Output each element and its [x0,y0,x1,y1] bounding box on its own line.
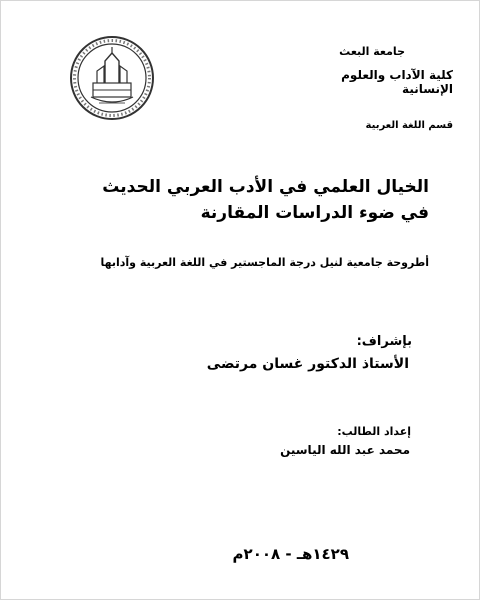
institution-header [293,45,453,131]
department-name: قسم اللغة العربية [365,120,453,131]
thesis-degree-note: أطروحة جامعية لنيل درجة الماجستير في اللغة العربية وآدابها [100,256,429,269]
submission-date: ١٤٢٩هـ - ٢٠٠٨م [232,545,349,563]
document-page [31,25,459,585]
faculty-name: كلية الآداب والعلوم الإنسانية [341,68,453,96]
supervisor-name: الأستاذ الدكتور غسان مرتضى [206,356,409,372]
university-emblem-icon [69,35,155,121]
student-name: محمد عبد الله الياسين [280,443,410,457]
university-name: جامعة البعث [339,45,405,58]
thesis-title-line1: الخيال العلمي في الأدب العربي الحديث [102,177,429,197]
preparation-label: إعداد الطالب: [337,425,411,438]
supervision-label: بإشراف: [356,334,412,349]
thesis-title-line2: في ضوء الدراسات المقارنة [200,203,429,223]
